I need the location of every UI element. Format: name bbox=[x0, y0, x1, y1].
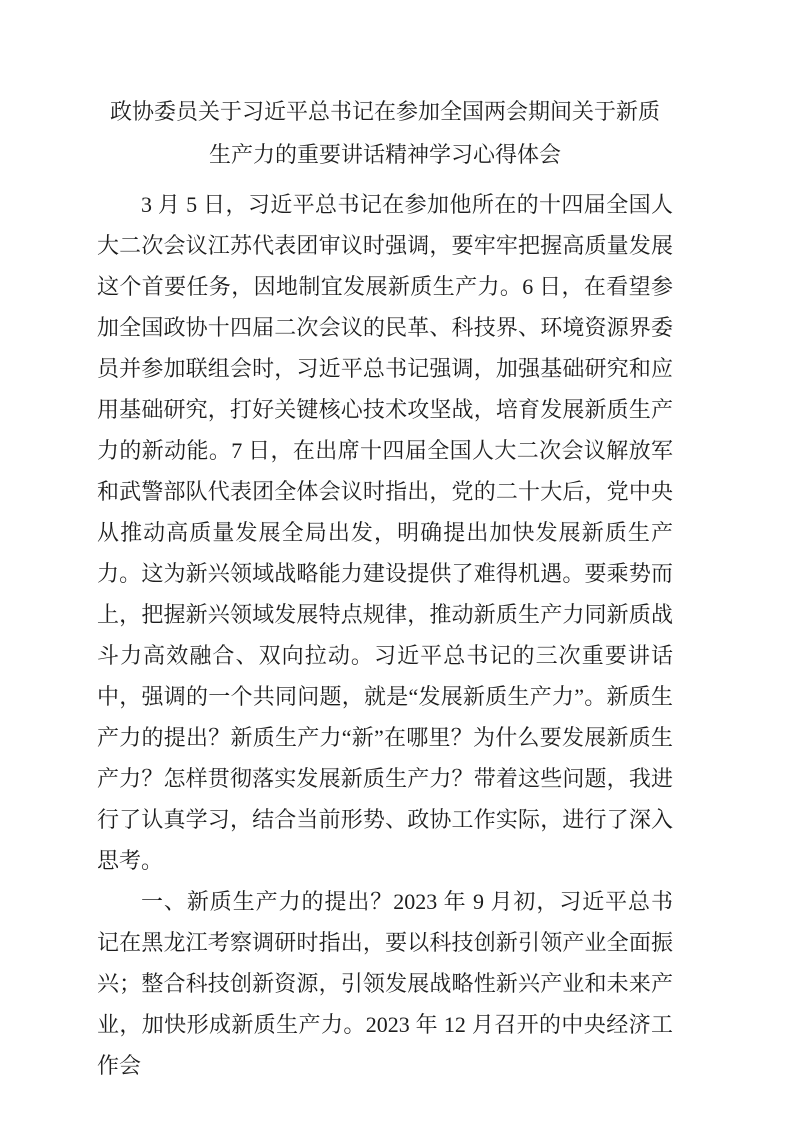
document-body bbox=[97, 184, 673, 1086]
document-content bbox=[97, 90, 673, 1086]
title-line-2: 生产力的重要讲话精神学习心得体会 bbox=[208, 142, 561, 167]
title-line-1: 政协委员关于习近平总书记在参加全国两会期间关于新质 bbox=[109, 99, 660, 124]
paragraph: 3 月 5 日，习近平总书记在参加他所在的十四届全国人大二次会议江苏代表团审议时强调，要牢牢把握高质量发展这个首要任务，因地制宜发展新质生产力。6 日，在看望参加全国政协十四届二次会议的民革、科技界、环境资源界委员并参加联组会时，习近平总书记强调，加强基础研究和应用基础研究，打好关键核心技术攻坚战，培育发展新质生产力的新动能。7 日，在出席十四届全国人大二次会议解放军和武警部队代表团全体会议时指出，党的二十大后，党中央从推动高质量发展全局出发，明确提出加快发展新质生产力。这为新兴领域战略能力建设提供了难得机遇。要乘势而上，把握新兴领域发展特点规律，推动新质生产力同新质战斗力高效融合、双向拉动。习近平总书记的三次重要讲话中，强调的一个共同问题，就是“发展新质生产力”。新质生产力的提出？新质生产力“新”在哪里？为什么要发展新质生产力？怎样贯彻落实发展新质生产力？带着这些问题，我进行了认真学习，结合当前形势、政协工作实际，进行了深入思考。 bbox=[97, 192, 673, 873]
paragraph: 一、新质生产力的提出？2023 年 9 月初，习近平总书记在黑龙江考察调研时指出，要以科技创新引领产业全面振兴；整合科技创新资源，引领发展战略性新兴产业和未来产业，加快形成新质生产力。2023 年 12 月召开的中央经济工作会 bbox=[97, 889, 673, 1078]
document-title bbox=[97, 90, 673, 176]
